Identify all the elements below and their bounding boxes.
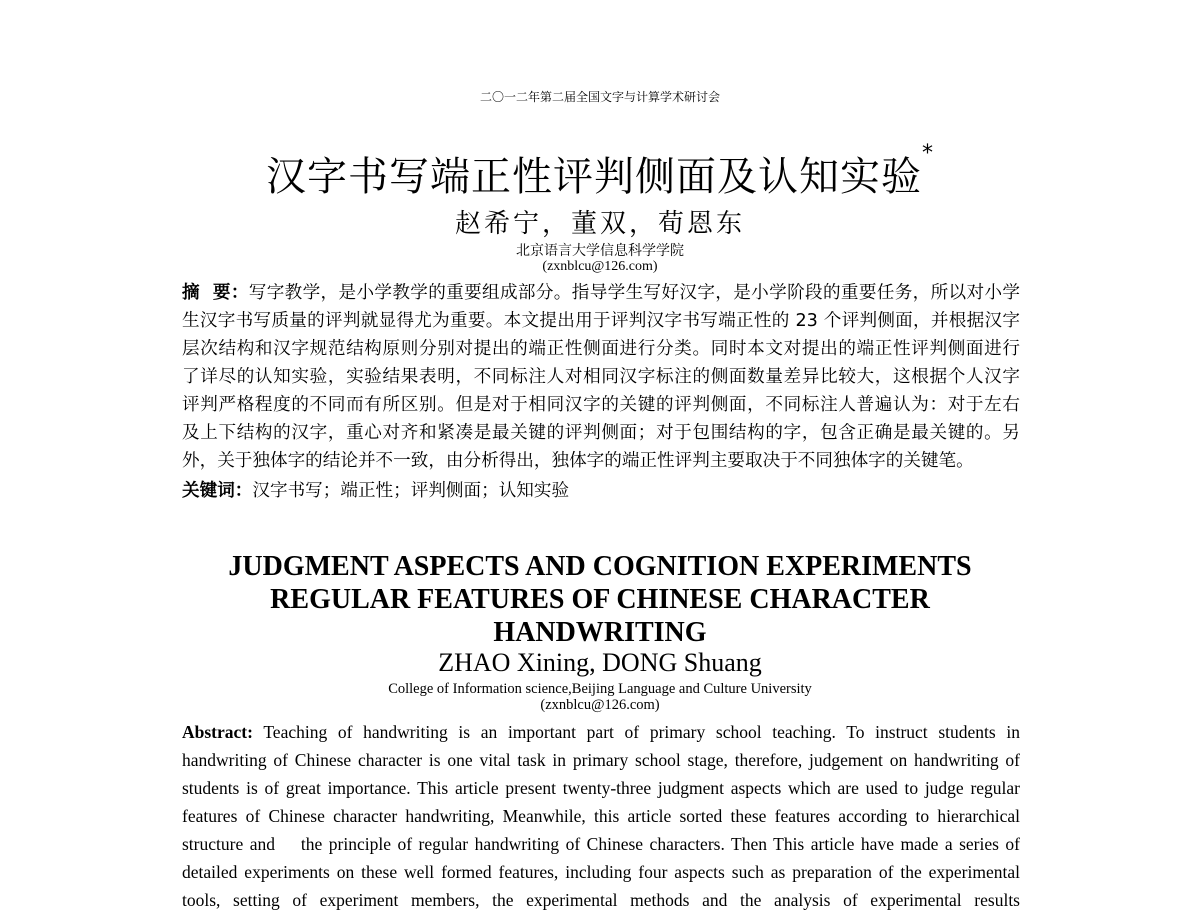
- abstract-line: 层次结构和汉字规范结构原则分别对提出的端正性侧面进行分类。同时本文对提出的端正性评判侧面进行: [182, 339, 1020, 359]
- abstract-line: 及上下结构的汉字，重心对齐和紧凑是最关键的评判侧面；对于包围结构的字，包含正确是最关键的。另: [182, 423, 1020, 443]
- abstract-line: detailed experiments on these well formed features, including four aspects such as preparation of the experimental: [182, 862, 1020, 882]
- abstract-label: 摘 要：: [182, 283, 249, 303]
- abstract-line: 外，关于独体字的结论并不一致，由分析得出，独体字的端正性评判主要取决于不同独体字的关键笔。: [182, 451, 974, 471]
- chinese-keywords: [182, 477, 1020, 505]
- keywords-label: 关键词：: [182, 481, 253, 501]
- chinese-title: [0, 141, 1200, 202]
- english-title-line: REGULAR FEATURES OF CHINESE CHARACTER: [270, 584, 930, 615]
- english-authors: ZHAO Xining, DONG Shuang: [438, 648, 762, 677]
- footnote-mark: *: [922, 141, 934, 166]
- chinese-title-text: 汉字书写端正性评判侧面及认知实验: [266, 154, 922, 200]
- english-abstract: [182, 718, 1020, 914]
- abstract-label: Abstract:: [182, 722, 253, 742]
- english-email: (zxnblcu@126.com): [540, 697, 660, 713]
- abstract-line: [182, 718, 1020, 746]
- abstract-line: [182, 279, 1020, 307]
- abstract-line: students is of great importance. This article present twenty-three judgment aspects which are used to judge regular: [182, 778, 1020, 798]
- chinese-email: (zxnblcu@126.com): [542, 259, 658, 274]
- abstract-line: handwriting of Chinese character is one vital task in primary school stage, therefore, judgement on handwriting of: [182, 750, 1020, 770]
- english-title-line: JUDGMENT ASPECTS AND COGNITION EXPERIMENTS: [228, 551, 972, 582]
- chinese-affiliation: 北京语言大学信息科学学院: [516, 243, 684, 259]
- chinese-authors: 赵希宁，董双，荀恩东: [454, 209, 745, 239]
- keywords-text: 汉字书写；端正性；评判侧面；认知实验: [252, 481, 570, 501]
- english-title-line: HANDWRITING: [493, 617, 707, 648]
- english-affiliation: College of Information science,Beijing Language and Culture University: [388, 681, 812, 697]
- chinese-abstract: [182, 279, 1020, 475]
- conference-header: 二〇一二年第二届全国文字与计算学术研讨会: [479, 90, 720, 104]
- abstract-text: 写字教学，是小学教学的重要组成部分。指导学生写好汉字，是小学阶段的重要任务，所以对小学: [248, 283, 1020, 303]
- abstract-line: 生汉字书写质量的评判就显得尤为重要。本文提出用于评判汉字书写端正性的 23 个评判侧面，并根据汉字: [182, 311, 1020, 331]
- abstract-line: features of Chinese character handwriting, Meanwhile, this article sorted these features according to hierarchical: [182, 806, 1020, 826]
- abstract-text: Teaching of handwriting is an important part of primary school teaching. To instruct students in: [263, 722, 1020, 742]
- abstract-line: structure and the principle of regular handwriting of Chinese characters. Then This article have made a series of: [182, 834, 1020, 854]
- abstract-line: 了详尽的认知实验，实验结果表明，不同标注人对相同汉字标注的侧面数量差异比较大，这根据个人汉字: [182, 367, 1020, 387]
- abstract-line: tools, setting of experiment members, the experimental methods and the analysis of experimental results: [182, 890, 1020, 910]
- english-title: [0, 550, 1200, 649]
- abstract-line: 评判严格程度的不同而有所区别。但是对于相同汉字的关键的评判侧面，不同标注人普遍认为：对于左右: [182, 395, 1020, 415]
